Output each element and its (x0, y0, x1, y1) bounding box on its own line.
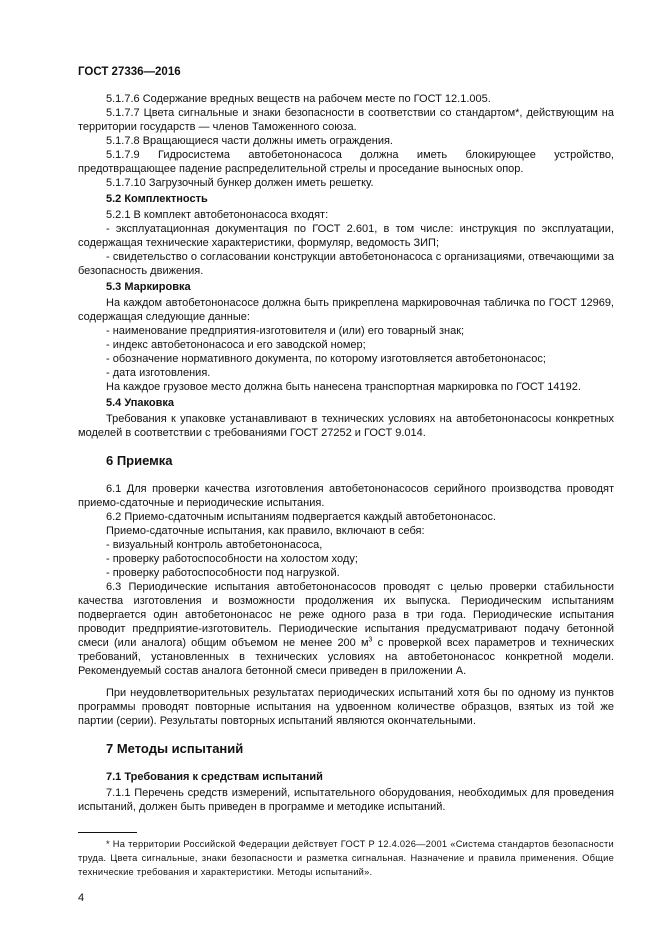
list-item: - наименование предприятия-изготовителя и (или) его товарный знак; (106, 325, 465, 337)
document-header: ГОСТ 27336—2016 (78, 66, 181, 78)
paragraph: 6.1 Для проверки качества изготовления автобетононасосов серийного производства проводят приемо-сдаточные и периодические испытания. (78, 483, 614, 509)
section-heading: 6 Приемка (106, 453, 173, 468)
paragraph: 5.1.7.6 Содержание вредных веществ на рабочем месте по ГОСТ 12.1.005. (106, 93, 491, 105)
paragraph: Требования к упаковке устанавливают в технических условиях на автобетононасосы конкретных моделей в соответствии с требованиями ГОСТ 27252 и ГОСТ 9.014. (78, 413, 614, 439)
subsection-heading: 7.1 Требования к средствам испытаний (106, 771, 323, 783)
paragraph: 7.1.1 Перечень средств измерений, испытательного оборудования, необходимых для проведения испытаний, должен быть приведен в программе и методике испытаний. (78, 787, 614, 813)
subsection-heading: 5.3 Маркировка (106, 281, 191, 293)
list-item: - индекс автобетононасоса и его заводской номер; (106, 339, 366, 351)
page-number: 4 (78, 892, 85, 904)
paragraph: На каждое грузовое место должна быть нанесена транспортная маркировка по ГОСТ 14192. (106, 381, 581, 393)
list-item: - эксплуатационная документация по ГОСТ 2.601, в том числе: инструкция по эксплуатации, содержащая технические характеристики, формуляр, ведомость ЗИП; (78, 223, 614, 249)
paragraph: 6.2 Приемо-сдаточным испытаниям подвергается каждый автобетононасос. (106, 511, 496, 523)
paragraph: 5.1.7.9 Гидросистема автобетононасоса должна иметь блокирующее устройство, предотвращающее падение распределительной стрелы и проседание выносных опор. (78, 149, 614, 175)
subsection-heading: 5.4 Упаковка (106, 397, 174, 409)
paragraph (78, 580, 614, 678)
paragraph: 5.2.1 В комплект автобетононасоса входят: (106, 209, 329, 221)
section-heading: 7 Методы испытаний (106, 741, 244, 756)
paragraph: Приемо-сдаточные испытания, как правило, включают в себя: (106, 525, 425, 537)
list-item: - обозначение нормативного документа, по которому изготовляется автобетононасос; (106, 353, 546, 365)
list-item: - свидетельство о согласовании конструкции автобетононасоса с организациями, отвечающими за безопасность движения. (78, 251, 614, 277)
paragraph: 5.1.7.8 Вращающиеся части должны иметь ограждения. (106, 135, 393, 147)
list-item: - проверку работоспособности на холостом ходу; (106, 553, 358, 565)
document-body (78, 92, 614, 814)
superscript: 3 (368, 636, 373, 644)
paragraph-text: 6.3 Периодические испытания автобетононасосов проводят с целью проверки стабильности качества изготовления и возможности продолжения их выпуска. Периодическим испытаниям подвергается один автобетононасос не реже одного раза в три года. Периодические испытания проводит предприятие-изготовитель. Периодические испытания предусматривают подачу бетонной смеси (или аналога) общим объемом не менее 200 м (78, 581, 614, 649)
paragraph: На каждом автобетононасосе должна быть прикреплена маркировочная табличка по ГОСТ 12969, содержащая следующие данные: (78, 297, 614, 323)
list-item: - проверку работоспособности под нагрузкой. (106, 567, 340, 579)
paragraph: 5.1.7.7 Цвета сигнальные и знаки безопасности в соответствии со стандартом*, действующим на территории государств — членов Таможенного союза. (78, 107, 614, 133)
paragraph-text: с проверкой всех параметров и технических требований, установленных в технических условиях на автобетононасос конкретной модели. Рекомендуемый состав аналога бетонной смеси приведен в приложении А. (78, 637, 614, 677)
list-item: - визуальный контроль автобетононасоса, (106, 539, 323, 551)
footnote: * На территории Российской Федерации действует ГОСТ Р 12.4.026—2001 «Система стандартов безопасности труда. Цвета сигнальные, знаки безопасности и разметка сигнальная. Назначение и правила применения. Общие технические требования и характеристики. Методы испытаний». (78, 839, 614, 877)
paragraph: 5.1.7.10 Загрузочный бункер должен иметь решетку. (106, 177, 374, 189)
subsection-heading: 5.2 Комплектность (106, 193, 208, 205)
paragraph: При неудовлетворительных результатах периодических испытаний хотя бы по одному из пунктов программы проводят повторные испытания на удвоенном количестве образцов, взятых из той же партии (серии). Результаты повторных испытаний являются окончательными. (78, 687, 614, 727)
footnote-divider (78, 832, 137, 833)
document-page (78, 0, 614, 925)
list-item: - дата изготовления. (106, 367, 211, 379)
